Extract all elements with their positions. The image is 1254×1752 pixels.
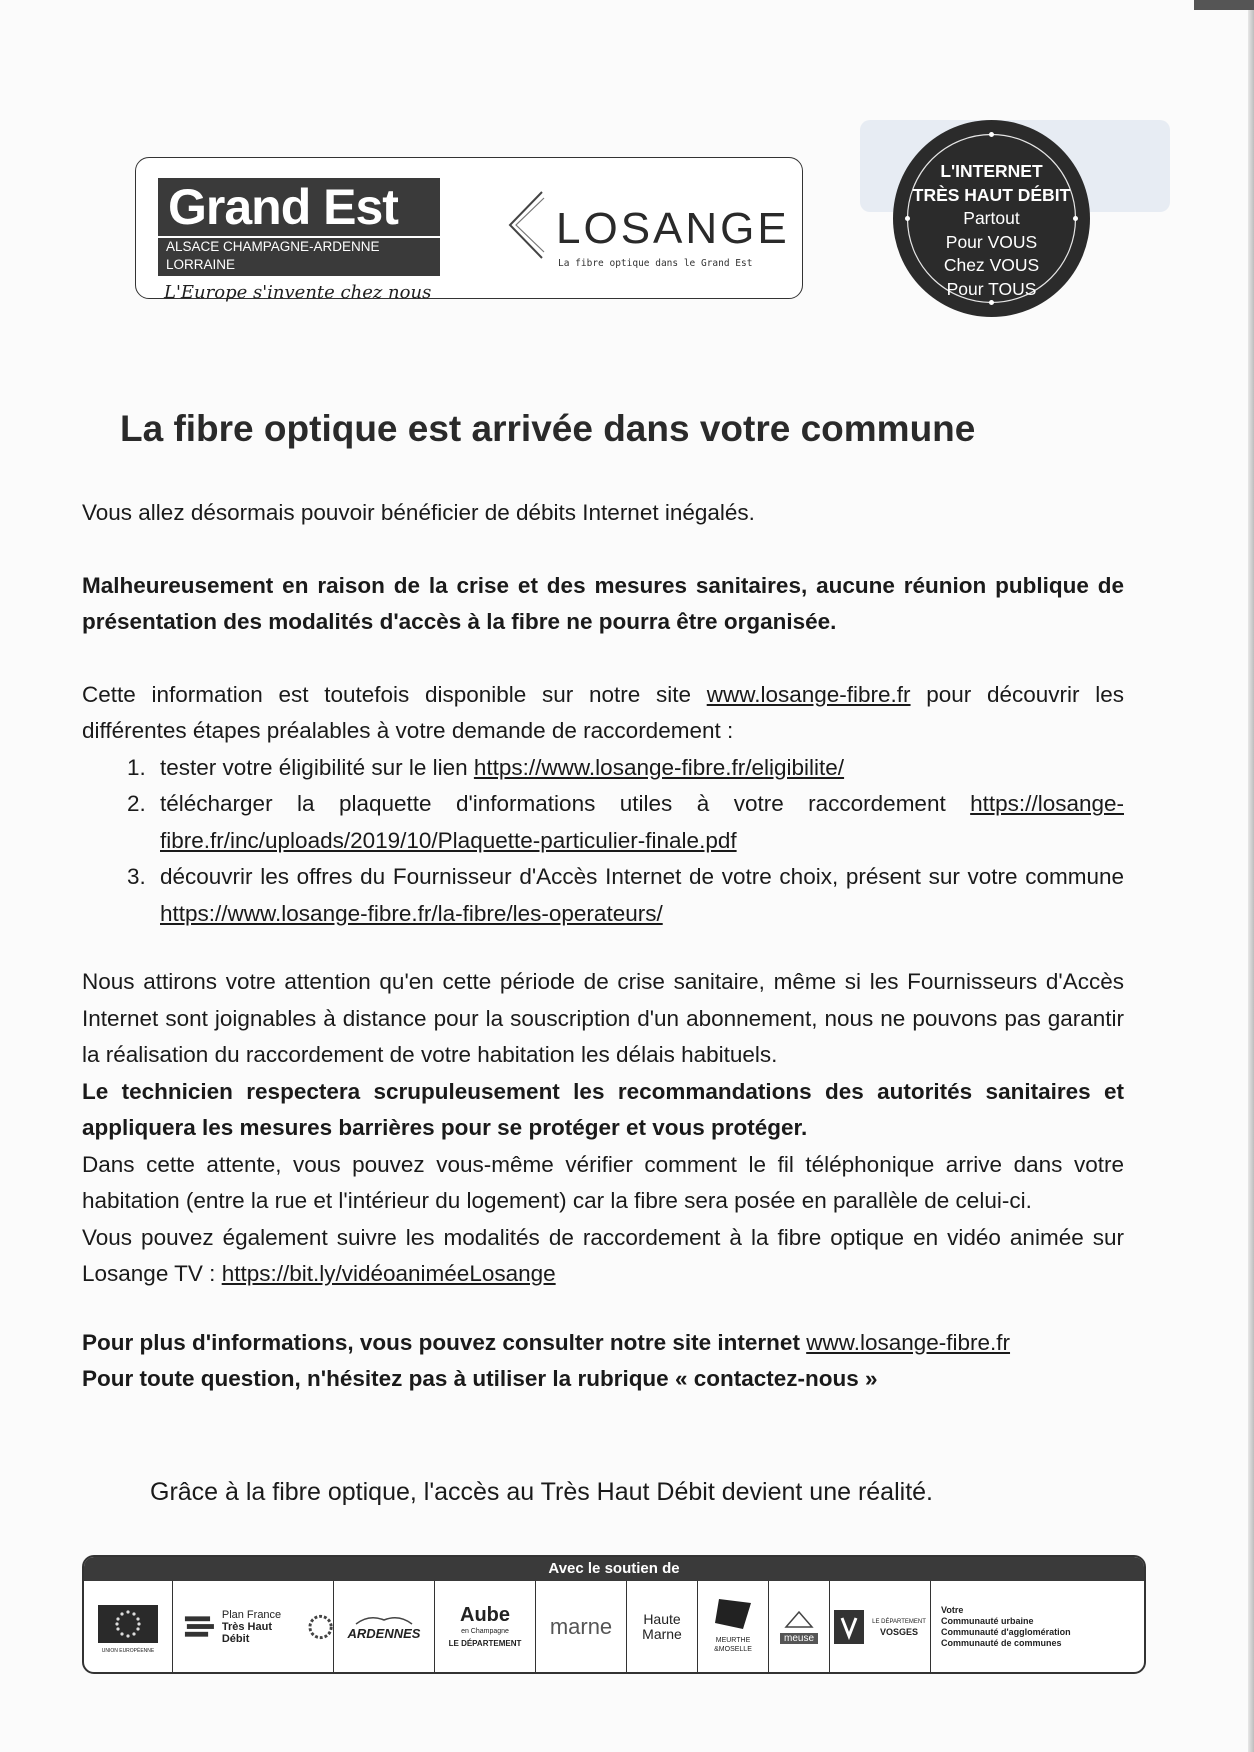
- ardennes-logo: [334, 1581, 435, 1672]
- meurthe-line-1: MEURTHE: [715, 1636, 751, 1644]
- badge-line-5: [893, 254, 1090, 278]
- ardennes-hills-icon: [354, 1612, 414, 1626]
- vosges-v-icon: [834, 1610, 864, 1644]
- site-link-footer[interactable]: www.losange-fibre.fr: [806, 1329, 1011, 1355]
- site-link[interactable]: www.losange-fibre.fr: [706, 681, 911, 707]
- meuse-tower-icon: [782, 1609, 816, 1629]
- badge-line-6: [893, 278, 1090, 302]
- marne-logo: [536, 1581, 627, 1672]
- meurthe-moselle-mark-icon: [713, 1597, 753, 1631]
- aube-label: Aube: [460, 1603, 510, 1626]
- steps-list: [82, 750, 1124, 933]
- badge-line-3: Partout: [963, 208, 1020, 228]
- badge-line-2: TRÈS HAUT DÉBIT: [912, 184, 1071, 205]
- aube-logo: [435, 1581, 536, 1672]
- aube-dept: LE DÉPARTEMENT: [448, 1638, 522, 1648]
- waiting-paragraph: Dans cette attente, vous pouvez vous-même vérifier comment le fil téléphonique arrive dans votre habitation (entre la rue et l'intérieur du logement) car la fibre sera posée en parallèle de celui-ci.: [82, 1151, 1124, 1213]
- badge-line-6-em: TOUS: [988, 278, 1037, 299]
- communautes-line-4: Communauté de communes: [941, 1637, 1062, 1648]
- losange-tagline: La fibre optique dans le Grand Est: [558, 258, 753, 269]
- plan-france-icon: [183, 1612, 216, 1642]
- badge-line-6-pre: Pour: [946, 278, 984, 299]
- closing-line: Grâce à la fibre optique, l'accès au Très Haut Débit devient une réalité.: [150, 1478, 933, 1506]
- communautes-line-3: Communauté d'agglomération: [941, 1626, 1071, 1637]
- more-info-paragraph: [82, 1325, 1124, 1362]
- eu-label: UNION EUROPÉENNE: [101, 1647, 155, 1654]
- marne-label: marne: [549, 1613, 613, 1639]
- document-body: [82, 495, 1124, 1398]
- sponsor-logos: [84, 1581, 1144, 1672]
- step-1-text: tester votre éligibilité sur le lien: [160, 754, 474, 780]
- more-info-text: Pour plus d'informations, vous pouvez consulter notre site internet: [82, 1329, 807, 1355]
- grand-est-regions: ALSACE CHAMPAGNE-ARDENNE LORRAINE: [158, 236, 440, 276]
- badge-line-1: L'INTERNET: [940, 161, 1043, 181]
- grand-est-name: Grand Est: [158, 178, 440, 236]
- badge-line-4: [893, 231, 1090, 255]
- page-edge: [1248, 0, 1254, 1752]
- attention-paragraph: Nous attirons votre attention qu'en cette période de crise sanitaire, même si les Fournisseurs d'Accès Internet sont joignables à distance pour la souscription d'un abonnement, nous ne pouvons pas garantir la réalisation du raccordement de votre habitation les délais habituels.: [82, 969, 1124, 1067]
- haute-marne-logo: [627, 1581, 698, 1672]
- meuse-logo: [769, 1581, 830, 1672]
- aube-sub: en Champagne: [461, 1627, 509, 1635]
- operators-link[interactable]: https://www.losange-fibre.fr/la-fibre/les-operateurs/: [160, 900, 663, 926]
- badge-line-4-em: VOUS: [987, 231, 1038, 252]
- ring-seal-icon: [308, 1614, 333, 1640]
- vosges-line-1: LE DÉPARTEMENT: [872, 1618, 926, 1625]
- info-text-pre: Cette information est toutefois disponible sur notre site: [82, 681, 707, 707]
- support-bar: [82, 1555, 1146, 1674]
- meurthe-moselle-logo: [698, 1581, 769, 1672]
- grand-est-logo: [158, 178, 440, 303]
- document-title: La fibre optique est arrivée dans votre commune: [120, 408, 976, 449]
- eu-flag-icon: [98, 1605, 158, 1643]
- warning-paragraph: Malheureusement en raison de la crise et des mesures sanitaires, aucune réunion publique de présentation des modalités d'accès à la fibre ne pourra être organisée.: [82, 572, 1124, 634]
- info-paragraph: [82, 677, 1124, 750]
- video-text: Vous pouvez également suivre les modalités de raccordement à la fibre optique en vidéo animée sur Losange TV :: [82, 1224, 1124, 1286]
- grand-est-motto: L'Europe s'invente chez nous: [164, 282, 432, 303]
- video-link[interactable]: https://bit.ly/vidéoaniméeLosange: [221, 1261, 556, 1286]
- list-item: [152, 786, 1124, 859]
- list-item: [152, 859, 1124, 932]
- vosges-logo: [830, 1581, 931, 1672]
- technician-paragraph: Le technicien respectera scrupuleusement les recommandations des autorités sanitaires et appliquera les mesures barrières pour se protéger et vous protéger.: [82, 1078, 1124, 1140]
- ardennes-label: ARDENNES: [347, 1626, 421, 1641]
- haute-marne-line-2: Marne: [642, 1625, 682, 1642]
- badge-text: [893, 160, 1090, 301]
- badge-line-4-pre: Pour: [945, 231, 983, 252]
- communautes-line-1: Votre: [941, 1604, 964, 1615]
- meurthe-line-2: &MOSELLE: [714, 1645, 752, 1653]
- partner-logo-box: [135, 157, 803, 303]
- plan-france-line-1: Plan France: [221, 1608, 282, 1621]
- scan-shadow: [1194, 0, 1254, 10]
- meuse-label: meuse: [780, 1633, 818, 1644]
- eligibility-link[interactable]: https://www.losange-fibre.fr/eligibilite/: [473, 754, 845, 780]
- step-3-text: découvrir les offres du Fournisseur d'Accès Internet de votre choix, présent sur votre commune: [160, 864, 1124, 889]
- losange-name: LOSANGE: [556, 204, 790, 253]
- video-paragraph: [82, 1220, 1124, 1293]
- plan-france-line-2: Très Haut Débit: [221, 1620, 272, 1645]
- communautes-logo: [931, 1581, 1144, 1672]
- support-label: Avec le soutien de: [84, 1557, 1144, 1581]
- info-text-post: pour découvrir les différentes étapes préalables à votre demande de raccordement :: [82, 681, 1125, 743]
- step-2-text: télécharger la plaquette d'informations utiles à votre raccordement: [160, 791, 971, 816]
- haute-marne-line-1: Haute: [643, 1610, 681, 1627]
- list-item: [152, 750, 1124, 787]
- vosges-line-2: VOSGES: [880, 1626, 919, 1637]
- communautes-line-2: Communauté urbaine: [941, 1615, 1034, 1626]
- contact-paragraph: Pour toute question, n'hésitez pas à utiliser la rubrique « contactez-nous »: [82, 1366, 878, 1391]
- losange-chevron-icon: [506, 188, 546, 262]
- brochure-link[interactable]: https://losange-fibre.fr/inc/uploads/2019/10/Plaquette-particulier-finale.pdf: [160, 791, 1124, 853]
- intro-paragraph: Vous allez désormais pouvoir bénéficier de débits Internet inégalés.: [82, 500, 755, 525]
- eu-logo: [84, 1581, 173, 1672]
- plan-france-thd-logo: [173, 1581, 334, 1672]
- badge-line-5-pre: Chez: [943, 255, 985, 275]
- badge-line-5-em: VOUS: [989, 255, 1040, 275]
- thd-badge: [893, 120, 1090, 317]
